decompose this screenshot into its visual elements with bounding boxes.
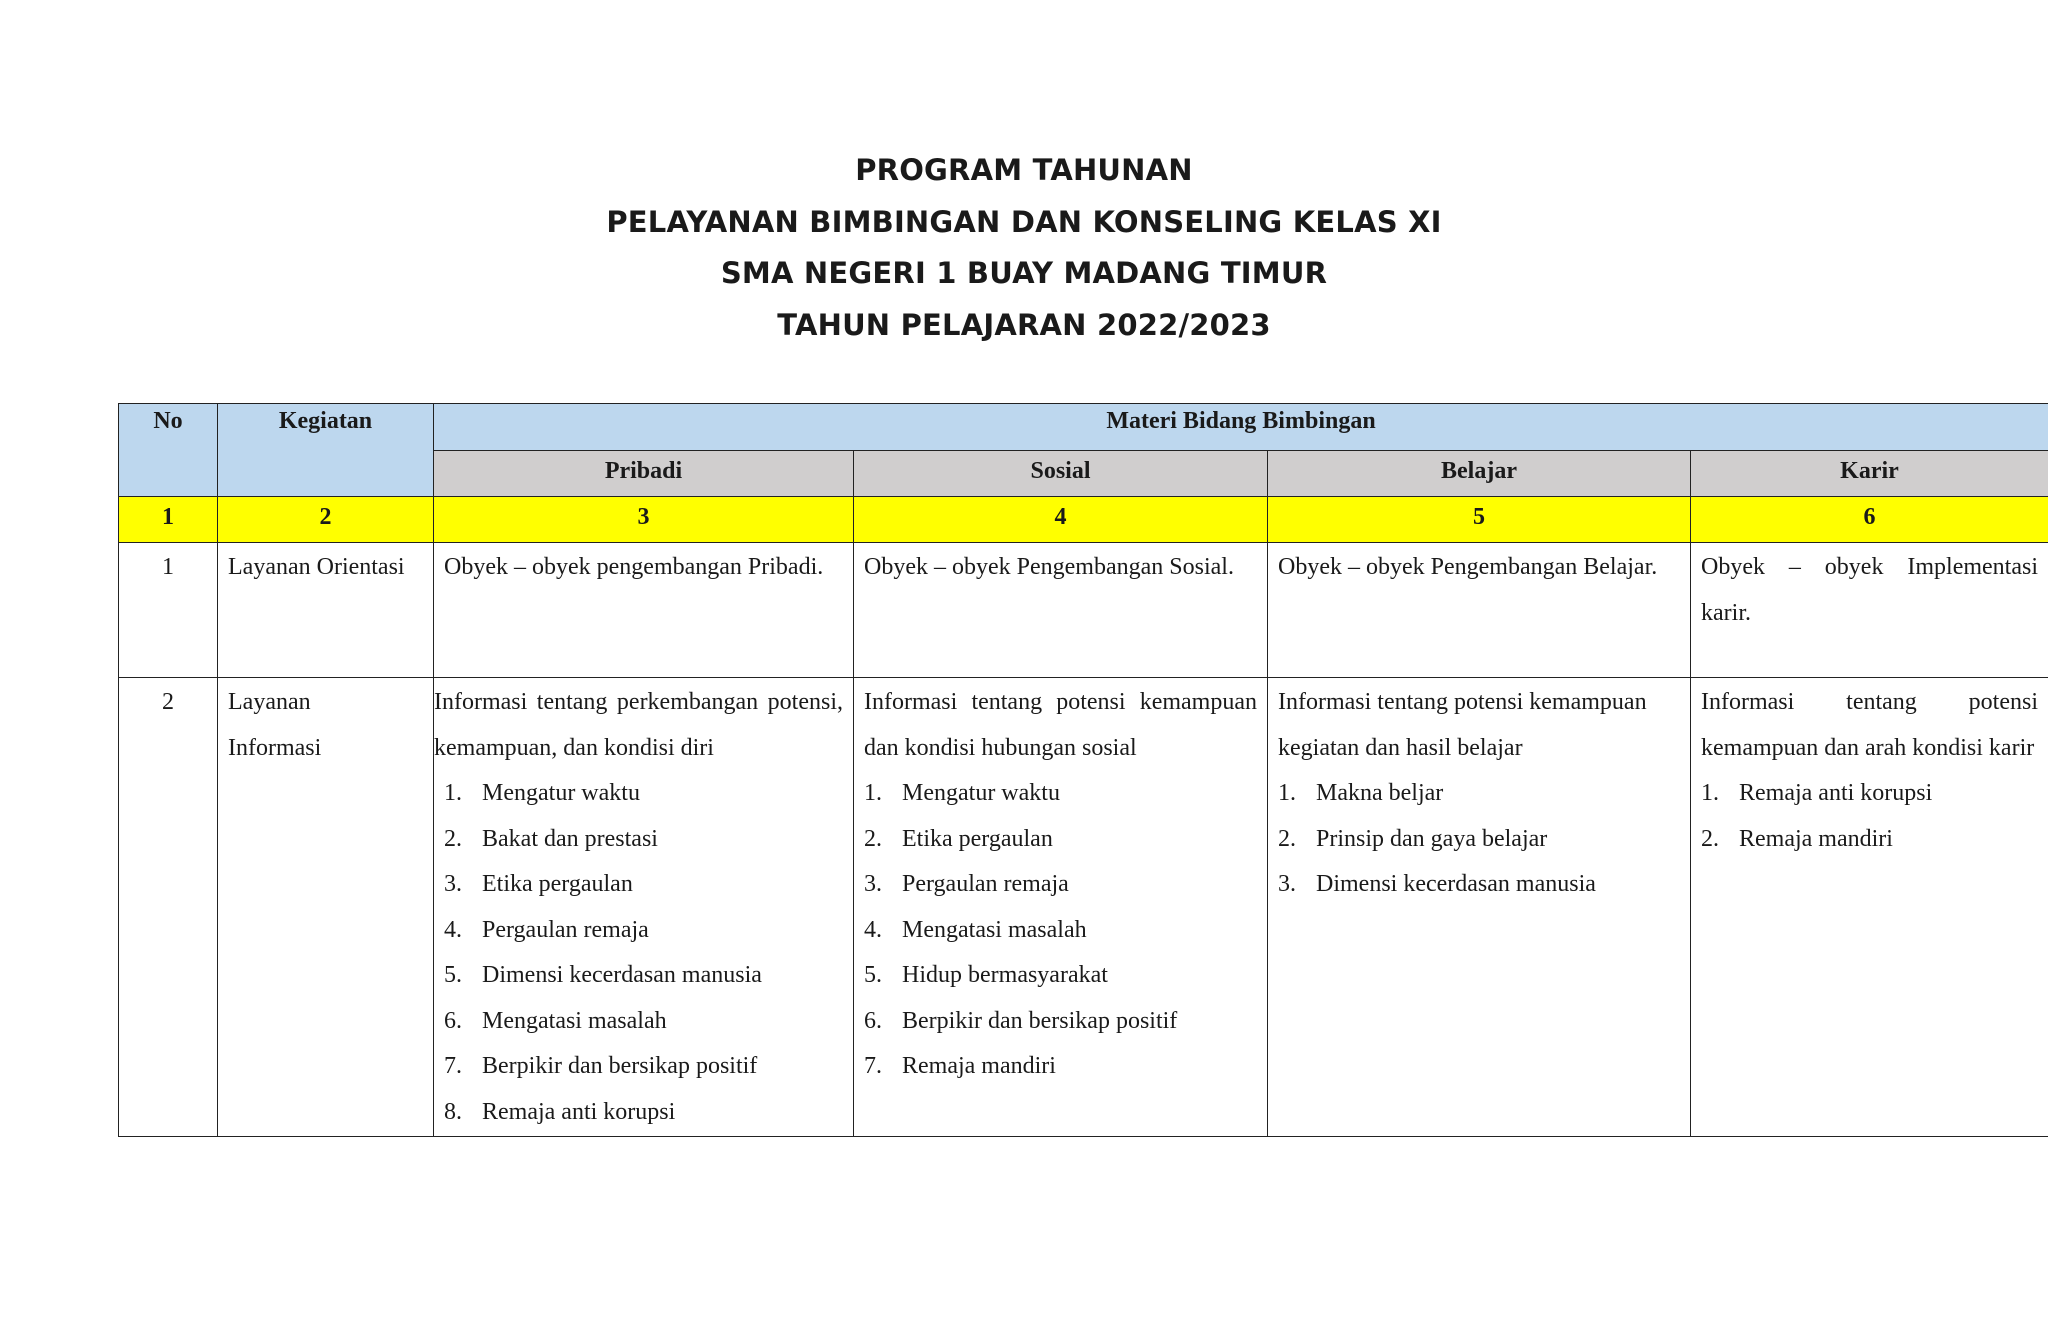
header-materi: Materi Bidang Bimbingan xyxy=(434,404,2048,451)
row-kegiatan: Layanan Orientasi xyxy=(218,543,434,678)
list-item: 7. Remaja mandiri xyxy=(864,1053,1056,1079)
list-item: 7. Berpikir dan bersikap positif xyxy=(444,1053,758,1079)
list-item: 5. Dimensi kecerdasan manusia xyxy=(444,962,762,988)
cell-sosial xyxy=(854,678,1268,1137)
column-number: 3 xyxy=(434,497,854,543)
list-item: 8. Remaja anti korupsi xyxy=(444,1098,676,1125)
column-number: 4 xyxy=(854,497,1268,543)
header-kegiatan: Kegiatan xyxy=(218,404,434,497)
cell-pribadi xyxy=(434,678,854,1137)
header-pribadi: Pribadi xyxy=(434,451,854,497)
document-title xyxy=(0,145,2048,351)
column-number: 6 xyxy=(1691,497,2048,543)
title-line-1: PROGRAM TAHUNAN xyxy=(855,153,1193,187)
column-number: 1 xyxy=(119,497,218,543)
sosial-list xyxy=(864,771,1257,1090)
list-item: 2. Bakat dan prestasi xyxy=(444,825,658,852)
list-item: 5. Hidup bermasyarakat xyxy=(864,962,1108,988)
column-number-row xyxy=(119,497,2048,543)
sosial-intro: Informasi tentang potensi kemampuan dan kondisi hubungan sosial xyxy=(864,689,1257,761)
row-no: 2 xyxy=(119,678,218,1137)
pribadi-intro: Informasi tentang perkembangan potensi, kemampuan, dan kondisi diri xyxy=(434,689,843,761)
row-kegiatan: Layanan Informasi xyxy=(218,678,434,1137)
cell-karir: Obyek – obyek Implementasi karir. xyxy=(1691,543,2048,678)
belajar-list xyxy=(1278,771,1680,908)
header-sosial: Sosial xyxy=(854,451,1268,497)
karir-intro: Informasi tentang potensi kemampuan dan arah kondisi karir xyxy=(1701,689,2038,761)
list-item: 6. Mengatasi masalah xyxy=(444,1007,667,1034)
list-item: 6. Berpikir dan bersikap positif xyxy=(864,1007,1178,1034)
list-item: 4. Pergaulan remaja xyxy=(444,916,649,943)
title-line-4: TAHUN PELAJARAN 2022/2023 xyxy=(777,307,1271,342)
title-line-3: SMA NEGERI 1 BUAY MADANG TIMUR xyxy=(720,256,1328,290)
cell-karir xyxy=(1691,678,2048,1137)
cell-pribadi: Obyek – obyek pengembangan Pribadi. xyxy=(434,543,854,678)
pribadi-list xyxy=(434,771,843,1135)
list-item: 2. Remaja mandiri xyxy=(1701,825,1893,852)
header-no: No xyxy=(119,404,218,497)
title-line-2: PELAYANAN BIMBINGAN DAN KONSELING KELAS XI xyxy=(606,204,1442,239)
belajar-intro: Informasi tentang potensi kemampuan kegiatan dan hasil belajar xyxy=(1278,689,1647,761)
list-item: 1. Mengatur waktu xyxy=(444,780,640,806)
list-item: 3. Dimensi kecerdasan manusia xyxy=(1278,871,1596,897)
list-item: 3. Etika pergaulan xyxy=(444,871,633,897)
karir-list xyxy=(1701,771,2038,862)
cell-belajar xyxy=(1268,678,1691,1137)
table-row xyxy=(119,678,2048,1137)
list-item: 2. Prinsip dan gaya belajar xyxy=(1278,825,1548,852)
column-number: 2 xyxy=(218,497,434,543)
list-item: 2. Etika pergaulan xyxy=(864,825,1053,852)
list-item: 1. Remaja anti korupsi xyxy=(1701,780,1933,806)
list-item: 1. Makna beljar xyxy=(1278,780,1444,806)
list-item: 4. Mengatasi masalah xyxy=(864,916,1087,943)
program-table xyxy=(118,403,2048,1137)
cell-sosial: Obyek – obyek Pengembangan Sosial. xyxy=(854,543,1268,678)
row-no: 1 xyxy=(119,543,218,678)
column-number: 5 xyxy=(1268,497,1691,543)
header-karir: Karir xyxy=(1691,451,2048,497)
header-belajar: Belajar xyxy=(1268,451,1691,497)
list-item: 1. Mengatur waktu xyxy=(864,780,1060,806)
cell-belajar: Obyek – obyek Pengembangan Belajar. xyxy=(1268,543,1691,678)
table-row xyxy=(119,543,2048,678)
list-item: 3. Pergaulan remaja xyxy=(864,871,1069,897)
